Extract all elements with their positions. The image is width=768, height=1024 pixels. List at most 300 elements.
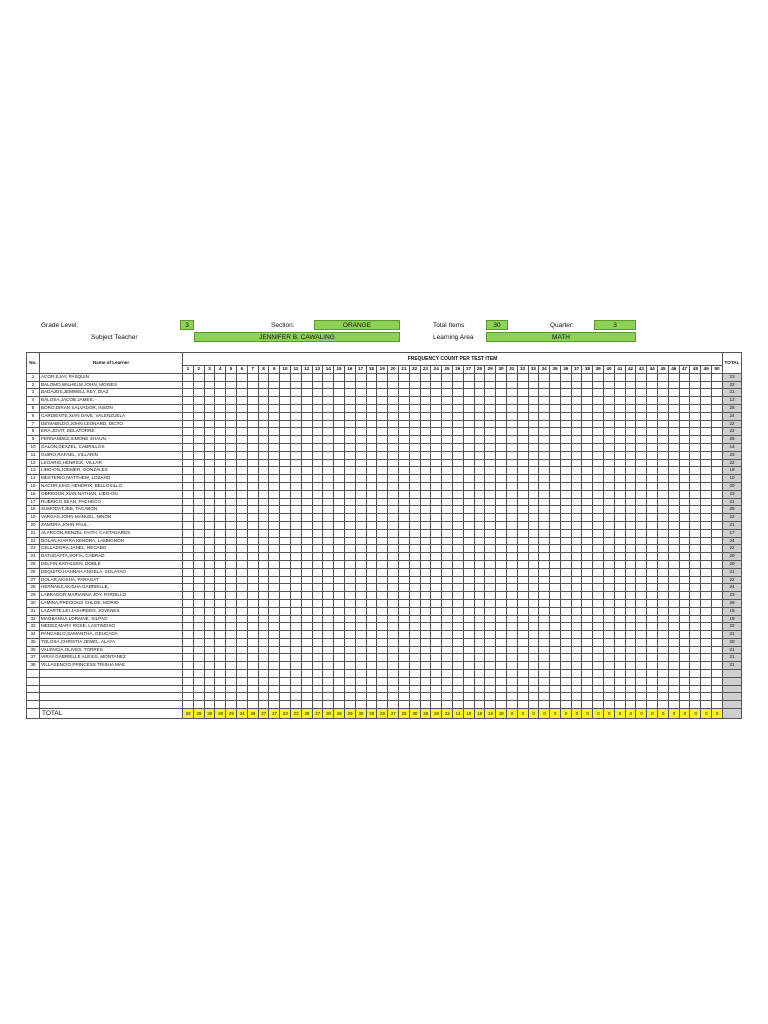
item-cell [528, 381, 539, 389]
item-cell [550, 646, 561, 654]
item-cell [560, 412, 571, 420]
item-cell [560, 428, 571, 436]
item-cell [701, 506, 712, 514]
item-cell [290, 560, 301, 568]
item-cell [668, 389, 679, 397]
item-cell [420, 654, 431, 662]
item-cell [506, 537, 517, 545]
learner-no: 27 [27, 576, 40, 584]
empty-cell [647, 685, 658, 693]
item-cell [658, 521, 669, 529]
learner-name: ZAMORA,JOHN PAUL, - [40, 521, 183, 529]
item-cell [690, 560, 701, 568]
item-cell [269, 498, 280, 506]
learner-no: 23 [27, 545, 40, 553]
item-cell [474, 467, 485, 475]
item-cell [193, 521, 204, 529]
item-cell [560, 436, 571, 444]
item-cell [334, 615, 345, 623]
learner-name: HERNAEZ,AKISHA GABRIELLE, - [40, 584, 183, 592]
item-cell [485, 623, 496, 631]
item-cell [269, 490, 280, 498]
item-cell [236, 381, 247, 389]
item-cell [528, 560, 539, 568]
item-cell [269, 397, 280, 405]
item-cell [269, 560, 280, 568]
item-number-header: 39 [593, 366, 604, 374]
item-cell [280, 506, 291, 514]
item-cell [226, 514, 237, 522]
item-cell [690, 631, 701, 639]
item-cell [204, 607, 215, 615]
item-cell [474, 373, 485, 381]
item-cell [398, 443, 409, 451]
item-cell [485, 404, 496, 412]
item-cell [215, 662, 226, 670]
item-cell [517, 592, 528, 600]
item-cell [301, 436, 312, 444]
item-cell [290, 584, 301, 592]
item-cell [280, 568, 291, 576]
item-cell [204, 592, 215, 600]
item-cell [366, 482, 377, 490]
item-cell [280, 389, 291, 397]
empty-cell [474, 693, 485, 701]
item-cell [442, 482, 453, 490]
item-cell [582, 404, 593, 412]
item-number-header: 26 [452, 366, 463, 374]
item-cell [474, 607, 485, 615]
item-cell [496, 553, 507, 561]
item-cell [388, 646, 399, 654]
item-cell [593, 545, 604, 553]
item-cell [658, 420, 669, 428]
item-cell [290, 646, 301, 654]
item-cell [334, 514, 345, 522]
item-cell [679, 592, 690, 600]
item-cell [604, 654, 615, 662]
item-cell [539, 451, 550, 459]
item-cell [690, 646, 701, 654]
item-cell [290, 412, 301, 420]
item-cell [183, 599, 194, 607]
item-cell [215, 482, 226, 490]
item-cell [668, 436, 679, 444]
item-cell [712, 553, 723, 561]
item-cell [528, 443, 539, 451]
item-cell [420, 420, 431, 428]
item-cell [312, 436, 323, 444]
item-cell [344, 599, 355, 607]
empty-cell [269, 677, 280, 685]
item-cell [668, 443, 679, 451]
item-cell [247, 404, 258, 412]
item-cell [517, 654, 528, 662]
item-cell [258, 506, 269, 514]
item-cell [496, 545, 507, 553]
item-cell [193, 529, 204, 537]
empty-cell [398, 685, 409, 693]
item-cell [236, 537, 247, 545]
item-cell [506, 381, 517, 389]
item-cell [506, 420, 517, 428]
item-cell [668, 482, 679, 490]
item-cell [344, 506, 355, 514]
item-cell [452, 404, 463, 412]
item-cell [463, 529, 474, 537]
item-cell [280, 404, 291, 412]
item-cell [582, 529, 593, 537]
item-cell [647, 373, 658, 381]
item-cell [344, 381, 355, 389]
empty-cell [593, 701, 604, 709]
item-cell [452, 451, 463, 459]
item-cell [614, 404, 625, 412]
item-cell [647, 381, 658, 389]
item-cell [355, 584, 366, 592]
item-cell [193, 623, 204, 631]
item-total-cell: 0 [625, 709, 636, 719]
item-cell [647, 631, 658, 639]
item-cell [323, 537, 334, 545]
item-cell [571, 553, 582, 561]
item-cell [582, 490, 593, 498]
empty-cell [712, 701, 723, 709]
item-cell [528, 459, 539, 467]
item-cell [290, 638, 301, 646]
item-cell [269, 584, 280, 592]
item-cell [204, 506, 215, 514]
item-cell [366, 584, 377, 592]
item-cell [712, 607, 723, 615]
item-number-header: 9 [269, 366, 280, 374]
item-total-cell: 28 [431, 709, 442, 719]
item-cell [647, 545, 658, 553]
item-cell [658, 451, 669, 459]
item-cell [204, 553, 215, 561]
item-cell [366, 592, 377, 600]
item-cell [366, 568, 377, 576]
item-cell [366, 420, 377, 428]
item-cell [463, 521, 474, 529]
item-cell [204, 521, 215, 529]
item-cell [183, 545, 194, 553]
item-cell [701, 498, 712, 506]
learner-total: 25 [723, 404, 742, 412]
learner-no: 29 [27, 592, 40, 600]
empty-cell [40, 693, 183, 701]
item-cell [366, 436, 377, 444]
item-cell [679, 506, 690, 514]
item-cell [614, 646, 625, 654]
item-cell [388, 537, 399, 545]
item-cell [463, 397, 474, 405]
item-cell [301, 568, 312, 576]
item-cell [344, 623, 355, 631]
item-cell [312, 498, 323, 506]
item-cell [290, 443, 301, 451]
learner-name: ACOR,EJAY, PASQUIN [40, 373, 183, 381]
item-cell [258, 615, 269, 623]
empty-cell [247, 685, 258, 693]
learner-name: DATUDAYTA,SOFIA, CABRAD [40, 553, 183, 561]
item-cell [517, 623, 528, 631]
item-cell [344, 646, 355, 654]
item-number-header: 13 [312, 366, 323, 374]
table-row [27, 599, 742, 607]
empty-cell [571, 693, 582, 701]
item-cell [625, 638, 636, 646]
item-cell [355, 506, 366, 514]
item-cell [431, 545, 442, 553]
item-cell [344, 584, 355, 592]
item-cell [344, 654, 355, 662]
item-cell [625, 537, 636, 545]
item-cell [269, 459, 280, 467]
item-cell [517, 443, 528, 451]
empty-cell [334, 670, 345, 678]
item-cell [377, 373, 388, 381]
item-cell [647, 514, 658, 522]
item-cell [334, 373, 345, 381]
item-cell [485, 412, 496, 420]
item-cell [388, 521, 399, 529]
table-row [27, 568, 742, 576]
item-cell [442, 537, 453, 545]
item-total-cell: 27 [312, 709, 323, 719]
item-cell [334, 568, 345, 576]
item-cell [604, 615, 615, 623]
item-cell [431, 436, 442, 444]
item-cell [312, 560, 323, 568]
item-cell [658, 662, 669, 670]
empty-cell [690, 693, 701, 701]
item-cell [701, 560, 712, 568]
learner-no: 16 [27, 490, 40, 498]
empty-cell [506, 685, 517, 693]
item-cell [582, 599, 593, 607]
empty-cell [614, 677, 625, 685]
item-cell [431, 443, 442, 451]
item-cell [334, 599, 345, 607]
item-cell [312, 490, 323, 498]
empty-cell [442, 685, 453, 693]
item-cell [690, 381, 701, 389]
item-cell [236, 560, 247, 568]
item-cell [658, 607, 669, 615]
item-cell [528, 553, 539, 561]
item-cell [614, 373, 625, 381]
item-cell [539, 662, 550, 670]
item-cell [604, 537, 615, 545]
empty-cell [27, 685, 40, 693]
item-cell [183, 436, 194, 444]
empty-cell [269, 670, 280, 678]
item-cell [290, 490, 301, 498]
item-cell [236, 576, 247, 584]
empty-cell [668, 685, 679, 693]
empty-cell [226, 677, 237, 685]
item-cell [215, 521, 226, 529]
item-cell [377, 576, 388, 584]
item-cell [593, 412, 604, 420]
learner-no: 19 [27, 514, 40, 522]
item-cell [712, 482, 723, 490]
item-cell [452, 467, 463, 475]
item-cell [301, 451, 312, 459]
item-cell [636, 646, 647, 654]
item-cell [269, 443, 280, 451]
item-cell [560, 443, 571, 451]
item-number-header: 23 [420, 366, 431, 374]
item-cell [334, 467, 345, 475]
item-cell [528, 545, 539, 553]
empty-cell [388, 677, 399, 685]
item-cell [215, 443, 226, 451]
item-cell [528, 482, 539, 490]
item-cell [312, 420, 323, 428]
item-total-cell: 30 [366, 709, 377, 719]
item-cell [647, 436, 658, 444]
item-cell [377, 560, 388, 568]
item-cell [226, 607, 237, 615]
item-cell [571, 412, 582, 420]
item-cell [226, 436, 237, 444]
learner-total: 23 [723, 451, 742, 459]
item-cell [431, 514, 442, 522]
empty-cell [344, 677, 355, 685]
item-cell [452, 560, 463, 568]
item-cell [247, 373, 258, 381]
item-cell [647, 584, 658, 592]
item-cell [204, 631, 215, 639]
empty-cell [636, 701, 647, 709]
item-cell [323, 584, 334, 592]
item-cell [625, 498, 636, 506]
item-cell [204, 537, 215, 545]
item-cell [668, 537, 679, 545]
item-cell [647, 389, 658, 397]
item-cell [474, 662, 485, 670]
empty-cell [452, 677, 463, 685]
item-cell [528, 490, 539, 498]
item-cell [582, 521, 593, 529]
item-cell [236, 615, 247, 623]
item-cell [258, 662, 269, 670]
item-cell [301, 662, 312, 670]
item-cell [636, 459, 647, 467]
item-cell [366, 404, 377, 412]
item-cell [420, 568, 431, 576]
item-cell [658, 529, 669, 537]
empty-cell [334, 701, 345, 709]
item-cell [625, 451, 636, 459]
item-cell [226, 654, 237, 662]
empty-cell [614, 685, 625, 693]
item-cell [604, 389, 615, 397]
empty-cell [344, 685, 355, 693]
item-cell [593, 631, 604, 639]
item-cell [690, 498, 701, 506]
item-cell [280, 498, 291, 506]
item-cell [334, 498, 345, 506]
item-cell [496, 529, 507, 537]
item-cell [344, 397, 355, 405]
empty-cell [420, 701, 431, 709]
item-cell [344, 514, 355, 522]
item-cell [398, 592, 409, 600]
item-cell [236, 623, 247, 631]
item-cell [226, 521, 237, 529]
empty-cell [679, 693, 690, 701]
item-cell [355, 592, 366, 600]
item-cell [593, 646, 604, 654]
empty-cell [420, 693, 431, 701]
item-number-header: 32 [517, 366, 528, 374]
item-cell [280, 529, 291, 537]
item-cell [625, 389, 636, 397]
item-cell [539, 404, 550, 412]
item-cell [636, 537, 647, 545]
item-cell [290, 553, 301, 561]
item-cell [258, 514, 269, 522]
empty-cell [409, 693, 420, 701]
item-cell [344, 436, 355, 444]
item-cell [183, 475, 194, 483]
item-cell [658, 404, 669, 412]
totals-row [27, 709, 742, 719]
item-total-cell: 0 [582, 709, 593, 719]
item-cell [701, 389, 712, 397]
item-cell [398, 420, 409, 428]
item-cell [582, 397, 593, 405]
item-cell [668, 459, 679, 467]
learner-name: DEQUITO,HANNAH ANGELA, SOLAYAO [40, 568, 183, 576]
item-cell [236, 373, 247, 381]
table-row [27, 537, 742, 545]
item-cell [377, 404, 388, 412]
item-cell [658, 428, 669, 436]
item-cell [280, 607, 291, 615]
item-cell [420, 631, 431, 639]
item-total-cell: 0 [636, 709, 647, 719]
item-cell [539, 646, 550, 654]
item-cell [452, 397, 463, 405]
item-cell [269, 615, 280, 623]
item-cell [485, 514, 496, 522]
item-cell [312, 662, 323, 670]
item-cell [398, 506, 409, 514]
item-cell [431, 623, 442, 631]
learner-total: 22 [723, 545, 742, 553]
item-cell [431, 490, 442, 498]
item-cell [442, 373, 453, 381]
item-cell [604, 475, 615, 483]
item-cell [323, 389, 334, 397]
item-cell [550, 451, 561, 459]
item-cell [528, 498, 539, 506]
item-cell [183, 568, 194, 576]
item-cell [647, 475, 658, 483]
empty-cell [269, 701, 280, 709]
empty-cell [193, 685, 204, 693]
item-cell [496, 482, 507, 490]
item-cell [183, 397, 194, 405]
empty-cell [183, 685, 194, 693]
empty-cell [420, 685, 431, 693]
item-cell [323, 412, 334, 420]
item-cell [485, 506, 496, 514]
